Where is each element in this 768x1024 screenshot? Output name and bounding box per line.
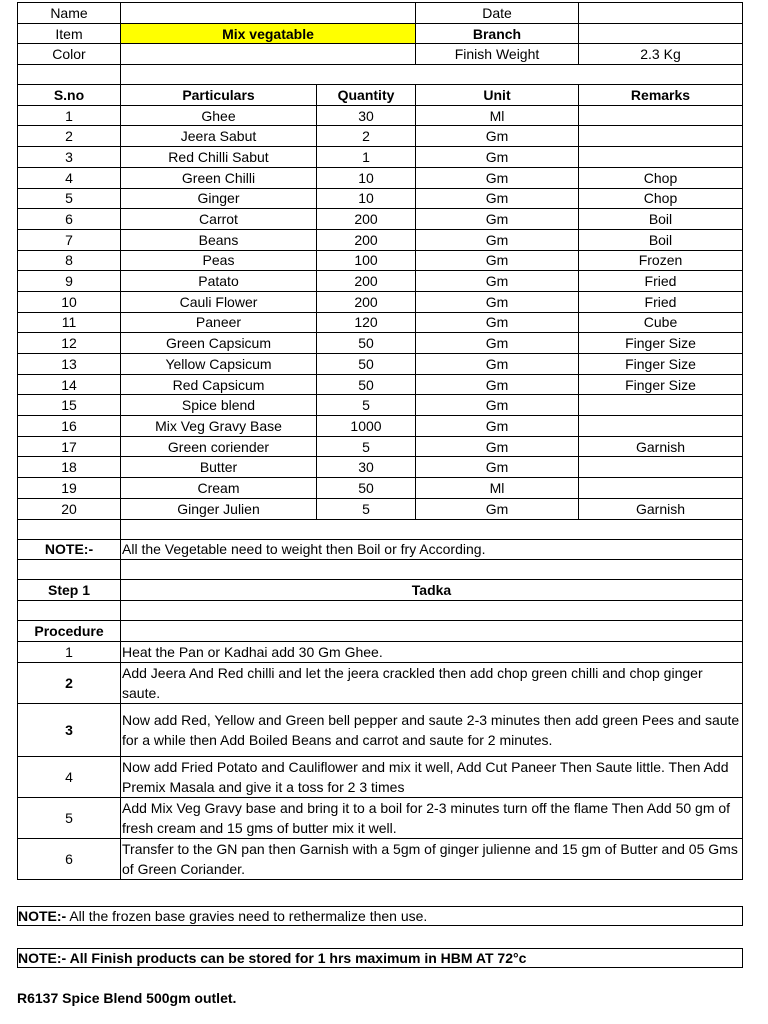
ingredient-name: Patato — [121, 271, 317, 292]
ingredient-quantity: 1 — [317, 147, 416, 168]
finish-weight-label: Finish Weight — [416, 44, 579, 65]
ingredient-unit: Gm — [416, 147, 579, 168]
ingredient-sno: 18 — [18, 457, 121, 478]
blank-cell — [121, 620, 743, 641]
header-row-name — [18, 3, 743, 24]
procedure-step-row — [18, 662, 743, 703]
ingredient-remarks — [579, 478, 743, 499]
blank-cell — [121, 65, 743, 85]
blank-cell — [121, 519, 743, 539]
note-text: All the frozen base gravies need to rethermalize then use. — [66, 908, 428, 924]
ingredient-quantity: 120 — [317, 312, 416, 333]
ingredient-unit: Gm — [416, 167, 579, 188]
ingredient-row — [18, 457, 743, 478]
ingredient-name: Cauli Flower — [121, 291, 317, 312]
ingredient-unit: Gm — [416, 188, 579, 209]
ingredient-quantity: 50 — [317, 374, 416, 395]
header-row-color — [18, 44, 743, 65]
step-row — [18, 580, 743, 601]
procedure-step-row — [18, 756, 743, 797]
column-header-row — [18, 85, 743, 106]
blank-cell — [121, 560, 743, 580]
ingredient-row — [18, 271, 743, 292]
ingredient-name: Ginger Julien — [121, 498, 317, 519]
footer-text: R6137 Spice Blend 500gm outlet. — [17, 990, 237, 1006]
ingredient-unit: Gm — [416, 416, 579, 437]
procedure-step-number: 2 — [18, 662, 121, 703]
ingredient-sno: 6 — [18, 209, 121, 230]
date-label: Date — [416, 3, 579, 24]
ingredient-remarks: Garnish — [579, 436, 743, 457]
ingredient-sno: 20 — [18, 498, 121, 519]
ingredient-sno: 15 — [18, 395, 121, 416]
blank-cell — [18, 65, 121, 85]
note-label: NOTE:- — [18, 539, 121, 560]
ingredient-quantity: 5 — [317, 395, 416, 416]
ingredient-row — [18, 395, 743, 416]
ingredient-name: Green Chilli — [121, 167, 317, 188]
ingredient-unit: Gm — [416, 395, 579, 416]
ingredient-unit: Gm — [416, 354, 579, 375]
ingredient-sno: 10 — [18, 291, 121, 312]
ingredient-row — [18, 498, 743, 519]
ingredient-unit: Gm — [416, 271, 579, 292]
procedure-label: Procedure — [18, 620, 121, 641]
ingredient-quantity: 1000 — [317, 416, 416, 437]
ingredient-sno: 14 — [18, 374, 121, 395]
ingredient-name: Yellow Capsicum — [121, 354, 317, 375]
ingredient-remarks — [579, 395, 743, 416]
ingredient-name: Green coriender — [121, 436, 317, 457]
color-value[interactable] — [121, 44, 416, 65]
ingredient-quantity: 10 — [317, 167, 416, 188]
ingredient-remarks: Finger Size — [579, 374, 743, 395]
note-label: NOTE:- — [18, 908, 67, 924]
ingredient-remarks: Finger Size — [579, 333, 743, 354]
step-title: Tadka — [121, 580, 743, 601]
ingredient-name: Mix Veg Gravy Base — [121, 416, 317, 437]
ingredient-name: Red Chilli Sabut — [121, 147, 317, 168]
branch-value[interactable] — [579, 23, 743, 44]
procedure-step-number: 1 — [18, 641, 121, 662]
ingredient-remarks — [579, 416, 743, 437]
col-particulars: Particulars — [121, 85, 317, 106]
ingredient-sno: 5 — [18, 188, 121, 209]
ingredient-unit: Gm — [416, 457, 579, 478]
ingredient-unit: Gm — [416, 436, 579, 457]
procedure-step-number: 6 — [18, 838, 121, 879]
ingredient-quantity: 2 — [317, 126, 416, 147]
procedure-step-row — [18, 703, 743, 756]
procedure-step-number: 4 — [18, 756, 121, 797]
ingredient-sno: 7 — [18, 229, 121, 250]
ingredient-row — [18, 312, 743, 333]
col-unit: Unit — [416, 85, 579, 106]
ingredient-row — [18, 188, 743, 209]
col-quantity: Quantity — [317, 85, 416, 106]
ingredient-sno: 4 — [18, 167, 121, 188]
note-text: NOTE:- All Finish products can be stored for 1 hrs maximum in HBM AT 72°c — [18, 950, 527, 966]
ingredient-quantity: 50 — [317, 354, 416, 375]
ingredient-name: Ginger — [121, 188, 317, 209]
ingredient-sno: 11 — [18, 312, 121, 333]
procedure-step-row — [18, 838, 743, 879]
procedure-step-text: Heat the Pan or Kadhai add 30 Gm Ghee. — [121, 641, 743, 662]
header-row-item — [18, 23, 743, 44]
ingredient-quantity: 30 — [317, 105, 416, 126]
ingredient-remarks: Chop — [579, 188, 743, 209]
ingredient-remarks: Finger Size — [579, 354, 743, 375]
ingredient-quantity: 50 — [317, 478, 416, 499]
ingredient-quantity: 5 — [317, 498, 416, 519]
ingredient-unit: Ml — [416, 478, 579, 499]
blank-cell — [121, 600, 743, 620]
ingredient-row — [18, 229, 743, 250]
procedure-step-number: 3 — [18, 703, 121, 756]
ingredient-unit: Gm — [416, 498, 579, 519]
procedure-step-row — [18, 797, 743, 838]
ingredient-sno: 2 — [18, 126, 121, 147]
procedure-step-text: Now add Red, Yellow and Green bell pepper and saute 2-3 minutes then add green Pees and saute for a while then Add Boiled Beans and carrot and saute for 2 minutes. — [121, 703, 743, 756]
note-text: All the Vegetable need to weight then Boil or fry According. — [121, 539, 743, 560]
ingredient-name: Spice blend — [121, 395, 317, 416]
ingredient-quantity: 10 — [317, 188, 416, 209]
ingredient-quantity: 200 — [317, 229, 416, 250]
ingredient-row — [18, 374, 743, 395]
procedure-step-text: Add Mix Veg Gravy base and bring it to a boil for 2-3 minutes turn off the flame Then Add 50 gm of fresh cream and 15 gms of butter mix it well. — [121, 797, 743, 838]
branch-label: Branch — [416, 23, 579, 44]
blank-row — [18, 560, 743, 580]
procedure-step-text: Transfer to the GN pan then Garnish with a 5gm of ginger julienne and 15 gm of Butter and 05 Gms of Green Coriander. — [121, 838, 743, 879]
ingredient-name: Paneer — [121, 312, 317, 333]
ingredient-name: Peas — [121, 250, 317, 271]
blank-cell — [18, 560, 121, 580]
ingredient-remarks: Chop — [579, 167, 743, 188]
blank-cell — [18, 519, 121, 539]
ingredient-unit: Gm — [416, 126, 579, 147]
ingredient-remarks — [579, 457, 743, 478]
ingredient-unit: Gm — [416, 291, 579, 312]
blank-row — [18, 519, 743, 539]
ingredient-sno: 13 — [18, 354, 121, 375]
name-value[interactable] — [121, 3, 416, 24]
name-label: Name — [18, 3, 121, 24]
ingredient-sno: 8 — [18, 250, 121, 271]
ingredient-sno: 17 — [18, 436, 121, 457]
ingredient-remarks — [579, 126, 743, 147]
ingredient-row — [18, 250, 743, 271]
ingredient-remarks: Fried — [579, 291, 743, 312]
ingredient-unit: Gm — [416, 250, 579, 271]
ingredient-row — [18, 167, 743, 188]
ingredient-name: Cream — [121, 478, 317, 499]
recipe-table — [17, 2, 743, 880]
procedure-step-number: 5 — [18, 797, 121, 838]
ingredient-name: Ghee — [121, 105, 317, 126]
ingredient-row — [18, 291, 743, 312]
ingredient-sno: 19 — [18, 478, 121, 499]
ingredient-name: Butter — [121, 457, 317, 478]
ingredient-remarks: Frozen — [579, 250, 743, 271]
ingredient-remarks: Cube — [579, 312, 743, 333]
finish-weight-value[interactable]: 2.3 Kg — [579, 44, 743, 65]
ingredient-quantity: 100 — [317, 250, 416, 271]
ingredient-quantity: 50 — [317, 333, 416, 354]
ingredient-remarks: Boil — [579, 229, 743, 250]
ingredient-quantity: 200 — [317, 291, 416, 312]
ingredient-unit: Gm — [416, 312, 579, 333]
ingredient-unit: Gm — [416, 209, 579, 230]
ingredient-row — [18, 354, 743, 375]
ingredient-unit: Ml — [416, 105, 579, 126]
ingredient-name: Beans — [121, 229, 317, 250]
blank-cell — [18, 600, 121, 620]
ingredient-row — [18, 478, 743, 499]
ingredient-name: Red Capsicum — [121, 374, 317, 395]
color-label: Color — [18, 44, 121, 65]
ingredient-row — [18, 416, 743, 437]
ingredient-remarks — [579, 105, 743, 126]
ingredient-unit: Gm — [416, 229, 579, 250]
ingredient-name: Green Capsicum — [121, 333, 317, 354]
ingredient-quantity: 30 — [317, 457, 416, 478]
ingredient-name: Jeera Sabut — [121, 126, 317, 147]
ingredient-row — [18, 126, 743, 147]
item-value[interactable]: Mix vegatable — [121, 23, 416, 44]
ingredient-remarks: Garnish — [579, 498, 743, 519]
ingredient-row — [18, 209, 743, 230]
ingredient-sno: 12 — [18, 333, 121, 354]
frozen-gravy-note — [17, 906, 743, 926]
date-value[interactable] — [579, 3, 743, 24]
note-row — [18, 539, 743, 560]
blank-row — [18, 65, 743, 85]
ingredient-row — [18, 333, 743, 354]
ingredient-unit: Gm — [416, 374, 579, 395]
item-label: Item — [18, 23, 121, 44]
ingredient-name: Carrot — [121, 209, 317, 230]
blank-row — [18, 600, 743, 620]
col-remarks: Remarks — [579, 85, 743, 106]
ingredient-remarks: Boil — [579, 209, 743, 230]
step-label: Step 1 — [18, 580, 121, 601]
ingredient-sno: 1 — [18, 105, 121, 126]
ingredient-row — [18, 436, 743, 457]
ingredient-quantity: 200 — [317, 271, 416, 292]
ingredient-sno: 9 — [18, 271, 121, 292]
ingredient-quantity: 200 — [317, 209, 416, 230]
procedure-step-text: Now add Fried Potato and Cauliflower and mix it well, Add Cut Paneer Then Saute little. Then Add Premix Masala and give it a toss for 2 3 times — [121, 756, 743, 797]
ingredient-sno: 16 — [18, 416, 121, 437]
ingredient-quantity: 5 — [317, 436, 416, 457]
procedure-step-row — [18, 641, 743, 662]
procedure-step-text: Add Jeera And Red chilli and let the jeera crackled then add chop green chilli and chop ginger saute. — [121, 662, 743, 703]
col-sno: S.no — [18, 85, 121, 106]
ingredient-row — [18, 147, 743, 168]
ingredient-sno: 3 — [18, 147, 121, 168]
procedure-header-row — [18, 620, 743, 641]
ingredient-row — [18, 105, 743, 126]
ingredient-remarks: Fried — [579, 271, 743, 292]
storage-note — [17, 948, 743, 968]
ingredient-unit: Gm — [416, 333, 579, 354]
ingredient-remarks — [579, 147, 743, 168]
